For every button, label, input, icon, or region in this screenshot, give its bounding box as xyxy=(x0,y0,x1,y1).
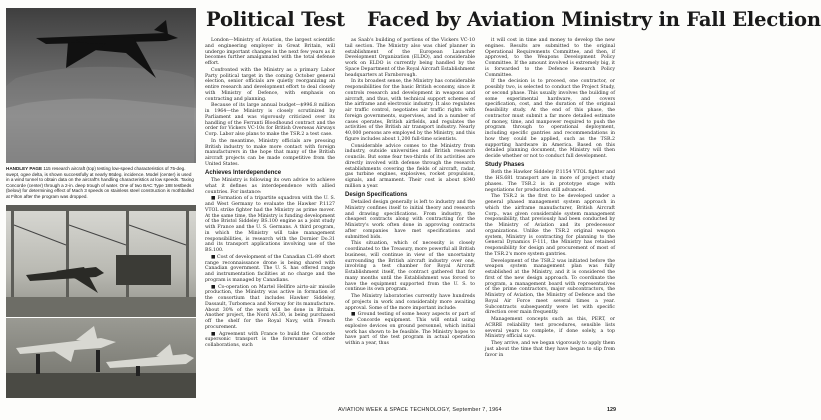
article-paragraph: as Saab's building of portions of the Vickers VC-10 tail section. The Ministry also was chief planner in establishment of the European Launcher Development Organization (ELDO), and considerable work on ELDO is currently being handled by the Space Department of the Royal Aircraft Establishment headquarters at Farnborough. xyxy=(345,38,475,78)
article-paragraph: The Ministry is following its own advice to achieve what it defines as interdependence with allied countries. For instance: xyxy=(205,178,335,195)
article-paragraph: In its broadest sense, the Ministry has considerable responsibilities for the basic British economy, since it controls research and development in weapons and aircraft, and thus, with technical support schemes of the airframe and electronic industry. It also regulates air traffic control, negotiates air traffic rights with foreign governments, supervises, and in a number of cases operates, British airfields, and regulates the activities of the British air transport industry. Nearly 40,000 persons are employed by the Ministry, and this figure includes about 1,200 full-time scientists. xyxy=(345,79,475,142)
page-number: 129 xyxy=(607,407,616,413)
publication-line: AVIATION WEEK & SPACE TECHNOLOGY, September 7, 1964 xyxy=(338,407,502,413)
article-paragraph: it will cost in time and money to develop the new engines. Results are submitted to the original Operational Requirements Committee, and then, if approved, to the Weapons Development Policy Committee. If the amount involved is extremely big, it is forwarded to the Defence Research Policy Committee. xyxy=(485,38,615,78)
article-paragraph: The TSR.2 is the first to be developed under a general phased management system approach in which the airframe manufacturer, British Aircraft Corp., was given considerable system management responsibility, that previously had been conducted by the Ministry of Aviation and its predecessor organizations. Unlike the TSR.2 original weapon system, Ministry is contracting for planning to the General Dynamics F-111, the Ministry has retained responsibility for design and procurement of most of the TSR.2's more system gantries. xyxy=(485,194,615,257)
section-heading: Design Specifications xyxy=(345,191,408,198)
article-paragraph: London—Ministry of Aviation, the largest scientific and engineering employer in Great Britain, will undergo important changes in the next few years as it becomes further amalgamated with the total defense effort. xyxy=(205,38,335,66)
page-footer xyxy=(200,405,616,415)
aircraft-illustration xyxy=(6,8,196,163)
article-paragraph: Considerable advice comes to the Ministry from industry, outside universities and British research councils. But some fear two-thirds of its activities are directly involved with defense through the research establishments covering the fields of aircraft, radar, gas turbine engines, explosives, rocket propulsion, signals, and armament. Their cost is about $340 million a year. xyxy=(345,143,475,189)
article-paragraph: ■ Ground testing of some heavy aspects or part of the Concorde equipment. This will entail using explosive devices on ground personnel, which initial work has shown to be feasible. The Ministry hopes to have part of the test program in actual operation within a year, thus xyxy=(345,312,475,346)
article-paragraph: Because of its large annual budget—$996.8 million in 1964—the Ministry is closely scrutinized by Parliament and was vigorously criticized over its handling of the Ferranti Bloodhound contract and the order for Vickers VC-10s for British Overseas Airways Corp. Labor also plans to make the TSR.2 a test case. xyxy=(205,103,335,137)
article-paragraph: They arrive, and we began vigorously to apply them just about the time that they have began to slip from favor in xyxy=(485,341,615,358)
article-paragraph: In the meantime, Ministry officials are pressing British industry to make more contact with foreign manufacturers in the hope that many of the British aircraft projects can be made competitive from the United States. xyxy=(205,138,335,167)
article-paragraph: Detailed design generally is left to industry and the Ministry confines itself to initial theory and research and drawing specifications. From industry, the cheapest contracts along with contracting for the Ministry's work often done in approving contracts after companies have met specifications and submitted bids. xyxy=(345,200,475,240)
article-paragraph: ■ Cost of development of the Canadian CL-89 short range reconnaissance drone is being shared with Canadian government. The U. S. has offered range and instrumentation facilities at no charge and the program is managed by Canadians. xyxy=(205,254,335,283)
photo-aircraft-in-flight xyxy=(6,8,196,163)
article-column-1 xyxy=(205,38,335,350)
section-heading: Study Phases xyxy=(485,161,525,168)
article-paragraph: Confronted with the Ministry as a primary Labor Party political target in the coming October general election, senior officials are quietly reorganizing an entire research and development effort to deal closely with Ministry of Defence, with emphasis on contracting and planning. xyxy=(205,67,335,102)
article-paragraph: ■ Co-operation on Martel Hellfire airto-air missile production, the Ministry was active in formation of the consortium that includes Hawker Siddeley, Dassault, Turbomeca and Norway for its manufacture. About 30% of the work will be done in Britain. Another project, the Nord AS.30, is being purchased off the shelf for the Royal Navy, with French procurement. xyxy=(205,284,335,330)
article-paragraph: The Ministry laboratories currently have hundreds of projects in work and considerably more awaiting approval. Some of the more important include: xyxy=(345,294,475,311)
photo-caption xyxy=(6,166,196,200)
article-paragraph: This situation, which of necessity is closely coordinated to the Treasury, more powerful all British business, will continue in view of the uncertainty surrounding the British aircraft industry over one, involving a test chamber for Royal Aircraft Establishment itself, the contract gathered that for many months until the Establishment was forced to have the equipment supported from the U. S. to continue its own program. xyxy=(345,241,475,293)
article-paragraph: Development of the TSR.2 was initiated before the weapon system management plan was fully established at the Ministry, and it is considered the first of the new design approach. To coordinate the program, a management board with representatives of the prime contractors, major subcontractors, the Ministry of Aviation, the Ministry of Defence and the Royal Air Force meet several times a year. Subcontracts subsequently were let with specific direction over main frequently. xyxy=(485,258,615,316)
article-paragraph: Management concepts such as this, PERT, or ACRRE reliability test procedures, sensible lists several years to complete, if done solely, a top Ministry official says. xyxy=(485,317,615,340)
section-heading: Achieves Interdependence xyxy=(205,169,282,176)
article-paragraph: Both the Hawker Siddeley P.1154 VTOL fighter and the HS.681 transport are in more of project study phases. The TSR.2 is in prototype stage with negotiations for production still advanced. xyxy=(485,170,615,193)
testbed-illustration xyxy=(6,318,196,398)
article-paragraph: ■ Formation of a tripartite squadron with the U. S. and West Germany to evaluate the Hawker P.1127 VTOL strike fighter had the Ministry as prime mover. At the same time, the Ministry is funding development of the Bristol Siddeley BS.100 engine as a joint study with France and the U. S. Germans. A third program, in which the Ministry will take management responsibilities, is research with the Dornier Do.31 and its transport applications involving use of the BS.100. xyxy=(205,196,335,253)
headline-part-1: Political Test xyxy=(206,8,345,31)
headline-part-2: Faced by Aviation Ministry in Fall Election xyxy=(366,8,821,31)
article-paragraph: If the decision is to proceed, one contractor, or possibly two, is selected to conduct the Project Study, or second phase. This usually involves the building of some experimental hardware, and covers specification, cost, and the duration of the original feasibility study. At the end of this phase, the contractor must submit a far more detailed estimate of money, time, and manpower required to push the program through to operational deployment, including specific gantries and recommendations in how they could be applied, such as the TSR.2 supporting hardware in America. Based on this detailed planning document, the Ministry will then decide whether or not to conduct full development. xyxy=(485,79,615,159)
caption-lead: HANDLEY PAGE xyxy=(6,166,43,171)
caption-text: 115 research aircraft (top) testing low-speed characteristics of 75-deg. swept, ogee delta, is shown successfully at nearly 86deg. incidence. Model (center) is used in a wind tunnel to obtain data on the aircraft's handling characteristics at low speeds. Taxing Concorde (center) through a 2-in. deep trough of water. One of two BAC Type 188 testbeds (below) for determining effect of Mach 3 speeds on stainless steel construction is mothballed at Filton after the program was dropped. xyxy=(6,166,194,199)
photo-wind-tunnel-model xyxy=(6,205,196,317)
article-column-2 xyxy=(345,38,475,348)
headline xyxy=(206,8,821,32)
hangar-illustration xyxy=(6,205,196,317)
photo-type-188-testbeds xyxy=(6,318,196,398)
article-column-3 xyxy=(485,38,615,359)
article-paragraph: ■ Agreement with France to build the Concorde supersonic transport is the forerunner of other collaborations, such xyxy=(205,331,335,348)
